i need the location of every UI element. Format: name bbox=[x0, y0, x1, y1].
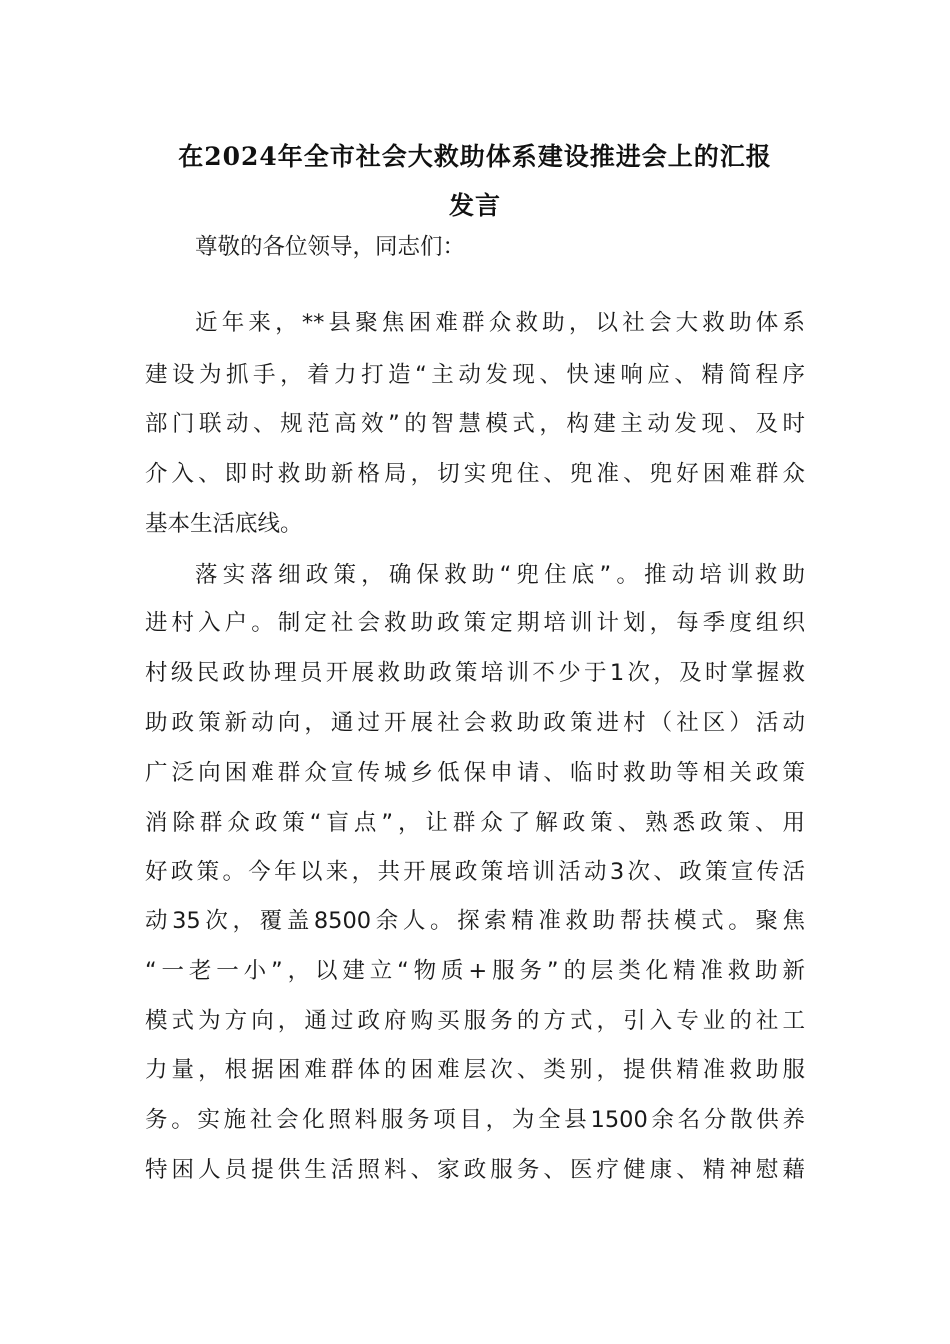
title-line-2: 发言 bbox=[448, 191, 501, 220]
paragraph-1-line: 部门联动、规范高效”的智慧模式，构建主动发现、及时 bbox=[145, 411, 805, 437]
paragraph-2-line: 进村入户。制定社会救助政策定期培训计划，每季度组织 bbox=[145, 610, 805, 636]
paragraph-1-line: 近年来，**县聚焦困难群众救助，以社会大救助体系 bbox=[195, 310, 805, 336]
paragraph-2-line: 好政策。今年以来，共开展政策培训活动3次、政策宣传活 bbox=[145, 859, 805, 885]
paragraph-2-line: 特困人员提供生活照料、家政服务、医疗健康、精神慰藉 bbox=[145, 1157, 805, 1183]
paragraph-2-line: 消除群众政策“盲点”，让群众了解政策、熟悉政策、用 bbox=[145, 810, 805, 836]
paragraph-2-line: 助政策新动向，通过开展社会救助政策进村（社区）活动 bbox=[145, 710, 805, 736]
paragraph-1-line: 建设为抓手，着力打造“主动发现、快速响应、精简程序 bbox=[145, 362, 805, 388]
salutation: 尊敬的各位领导，同志们： bbox=[195, 234, 466, 260]
paragraph-2-line: 广泛向困难群众宣传城乡低保申请、临时救助等相关政策 bbox=[145, 760, 805, 786]
paragraph-2-line: 落实落细政策，确保救助“兜住底”。推动培训救助 bbox=[195, 562, 805, 588]
paragraph-2-line: 村级民政协理员开展救助政策培训不少于1次，及时掌握救 bbox=[145, 660, 805, 686]
paragraph-2-line: 动35次，覆盖8500余人。探索精准救助帮扶模式。聚焦 bbox=[145, 908, 805, 934]
paragraph-2-line: 模式为方向，通过政府购买服务的方式，引入专业的社工 bbox=[145, 1008, 805, 1034]
title-line-1: 在2024年全市社会大救助体系建设推进会上的汇报 bbox=[178, 142, 772, 171]
paragraph-1-line: 基本生活底线。 bbox=[145, 511, 303, 537]
paragraph-2-line: “一老一小”，以建立“物质+服务”的层类化精准救助新 bbox=[145, 958, 805, 984]
paragraph-2-line: 力量，根据困难群体的困难层次、类别，提供精准救助服 bbox=[145, 1057, 805, 1083]
paragraph-1-line: 介入、即时救助新格局，切实兜住、兜准、兜好困难群众 bbox=[145, 461, 805, 487]
paragraph-2-line: 务。实施社会化照料服务项目，为全县1500余名分散供养 bbox=[145, 1107, 805, 1133]
